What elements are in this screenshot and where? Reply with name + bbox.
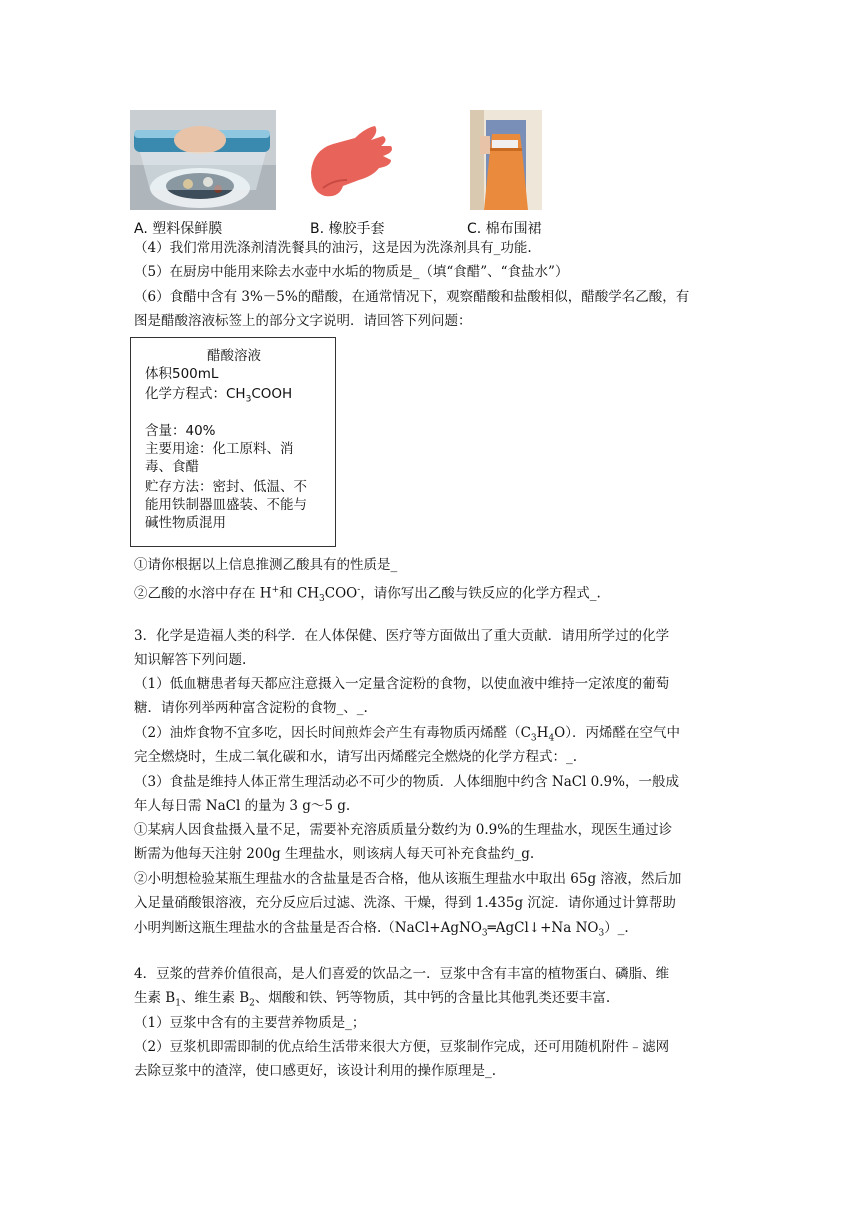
q3-line3: （1）低血糖患者每天都应注意摄入一定量含淀粉的食物，以使血液中维持一定浓度的葡萄	[134, 676, 670, 692]
q4-line5: 去除豆浆中的渣滓，使口感更好，该设计利用的操作原理是_.	[134, 1063, 497, 1079]
label-content: 含量：40%	[145, 423, 216, 439]
label-volume: 体积500mL	[145, 366, 219, 382]
q3-line13: 小明判断这瓶生理盐水的含盐量是否合格.（NaCl+AgNO$_3$═AgCl↓+Na $NO_3)\_$.	[134, 920, 629, 939]
q3-line1: 3．化学是造福人类的科学．在人体保健、医疗等方面做出了重大贡献．请用所学过的化学	[134, 628, 670, 644]
q3-line5: （2）油炸食物不宜多吃，因长时间煎炸会产生有毒物质丙烯醛$(C_3H_4O)$．丙烯醛在空气中	[134, 725, 680, 744]
label-use-line2: 毒、食醋	[145, 459, 199, 475]
q3-line6: 完全燃烧时，生成二氧化碳和水，请写出丙烯醛完全燃烧的化学方程式：_.	[134, 749, 578, 765]
q3-line10: 断需为他每天注射 200g 生理盐水，则该病人每天可补充食盐约_g.	[134, 846, 535, 862]
caption-a: A. 塑料保鲜膜	[134, 221, 223, 237]
vinegar-label-box	[130, 337, 336, 547]
q2-item-4: （4）我们常用洗涤剂清洗餐具的油污，这是因为洗涤剂具有_功能.	[134, 240, 532, 256]
q2-sub-1: ①请你根据以上信息推测乙酸具有的性质是_	[134, 557, 398, 573]
label-formula: 化学方程式：$CH_3COOH$	[145, 386, 293, 405]
q3-line7: （3）食盐是维持人体正常生理活动必不可少的物质．人体细胞中约含 NaCl 0.9%，一般成	[134, 774, 679, 790]
q4-line1: 4．豆浆的营养价值很高，是人们喜爱的饮品之一．豆浆中含有丰富的植物蛋白、磷脂、维	[134, 966, 670, 982]
q3-line8: 年人每日需 NaCl 的量为 3 g～5 g.	[134, 798, 351, 814]
q3-line12: 入足量硝酸银溶液，充分反应后过滤、洗涤、干燥，得到 1.435g 沉淀．请你通过计算帮助	[134, 895, 676, 911]
q2-sub-2: ②乙酸的水溶中存在 H+和 $CH_3COO^-$，请你写出乙酸与铁反应的化学方程式_.	[134, 585, 601, 605]
q2-item-6-line1: （6）食醋中含有 3%－5%的醋酸，在通常情况下，观察醋酸和盐酸相似，醋酸学名乙酸，有	[134, 289, 690, 305]
label-store-line1: 贮存方法：密封、低温、不	[145, 479, 307, 495]
q4-line3: （1）豆浆中含有的主要营养物质是_；	[134, 1015, 366, 1031]
q2-item-6-line2: 图是醋酸溶液标签上的部分文字说明．请回答下列问题：	[134, 313, 472, 329]
q3-line11: ②小明想检验某瓶生理盐水的含盐量是否合格，他从该瓶生理盐水中取出 65g 溶液，然后加	[134, 871, 682, 887]
q4-line2: 生素 $B_1$、维生素 $B_2$、烟酸和铁、钙等物质，其中钙的含量比其他乳类还要丰富.	[134, 990, 611, 1009]
label-store-line2: 能用铁制器皿盛装、不能与	[145, 497, 307, 513]
plastic-wrap-photo	[130, 110, 276, 210]
q3-line9: ①某病人因食盐摄入量不足，需要补充溶质质量分数约为 0.9%的生理盐水，现医生通过诊	[134, 822, 673, 838]
rubber-glove-photo	[303, 110, 401, 210]
caption-c: C. 棉布围裙	[467, 221, 542, 237]
label-title: 醋酸溶液	[207, 348, 261, 364]
q4-line4: （2）豆浆机即需即制的优点给生活带来很大方便，豆浆制作完成，还可用随机附件﹣滤网	[134, 1039, 670, 1055]
q3-line2: 知识解答下列问题.	[134, 652, 247, 668]
q2-item-5: （5）在厨房中能用来除去水壶中水垢的物质是_（填“食醋”、“食盐水”）	[134, 264, 569, 280]
caption-b: B. 橡胶手套	[310, 221, 385, 237]
cotton-apron-photo	[470, 110, 542, 210]
label-use-line1: 主要用途：化工原料、消	[145, 441, 294, 457]
q3-line4: 糖．请你列举两种富含淀粉的食物_、_.	[134, 700, 368, 716]
label-store-line3: 碱性物质混用	[145, 515, 226, 531]
